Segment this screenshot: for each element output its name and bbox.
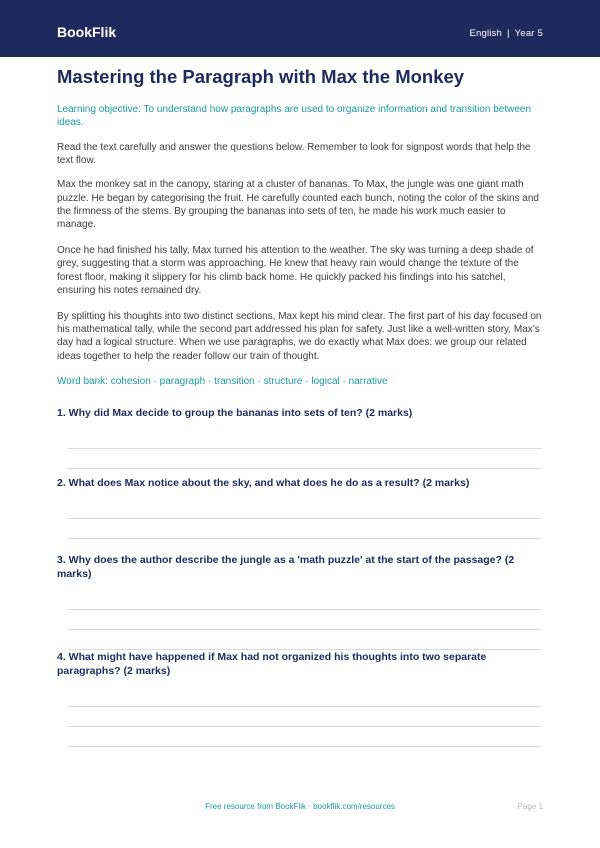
passage-paragraph-3: By splitting his thoughts into two distinct sections, Max kept his mind clear. The first part of his day focused on his mathematical tally, while the second part addressed his plan for safety. Just like a well-written story, Max’s day had a logical structure. When we use paragraphs, we do exactly what Max does: we group our related ideas together to help the reader follow our train of thought. xyxy=(57,311,542,362)
question-3: 3. Why does the author describe the jungle as a 'math puzzle' at the start of the passage? (2 marks) xyxy=(57,553,515,580)
word-bank: Word bank: cohesion · paragraph · transition · structure · logical · narrative xyxy=(57,375,388,387)
page-title: Mastering the Paragraph with Max the Monkey xyxy=(57,66,465,87)
footer-text[interactable]: Free resource from BookFlik · bookflik.com/resources xyxy=(205,802,395,811)
passage-paragraph-2: Once he had finished his tally, Max turned his attention to the weather. The sky was turning a deep shade of grey, suggesting that a storm was approaching. He knew that heavy rain would change the texture of the forest floor, making it slippery for his climb back home. He quickly packed his findings into his satchel, ensuring his notes remained dry. xyxy=(57,245,534,296)
answer-line[interactable] xyxy=(68,629,541,630)
learning-objective: Learning objective: To understand how paragraphs are used to organize information and transition between ideas. xyxy=(57,104,532,128)
brand-logo[interactable]: BookFlik xyxy=(57,24,117,40)
meta-separator: | xyxy=(507,28,510,39)
passage-paragraph-1: Max the monkey sat in the canopy, staring at a cluster of bananas. To Max, the jungle was one giant math puzzle. He began by categorising the fruit. He carefully counted each bunch, noting the color of the skins and the firmness of the stems. By grouping the bananas into sets of ten, he made his work much easier to manage. xyxy=(57,179,539,231)
answer-line[interactable] xyxy=(68,448,541,449)
question-2: 2. What does Max notice about the sky, and what does he do as a result? (2 marks) xyxy=(57,476,470,489)
header-bar xyxy=(0,0,600,57)
answer-lines-4 xyxy=(68,706,541,747)
answer-lines-2 xyxy=(68,518,541,539)
answer-line[interactable] xyxy=(68,538,541,539)
worksheet-content xyxy=(57,62,543,747)
page-number: Page 1 xyxy=(517,802,543,811)
answer-line[interactable] xyxy=(68,726,541,727)
answer-lines-3 xyxy=(68,609,541,650)
answer-lines-1 xyxy=(68,448,541,469)
answer-line[interactable] xyxy=(68,609,541,610)
answer-line[interactable] xyxy=(68,518,541,519)
answer-line[interactable] xyxy=(68,746,541,747)
subject-label: English xyxy=(469,28,502,39)
question-1: 1. Why did Max decide to group the bananas into sets of ten? (2 marks) xyxy=(57,406,413,419)
year-label: Year 5 xyxy=(514,28,543,39)
answer-line[interactable] xyxy=(68,468,541,469)
answer-line[interactable] xyxy=(68,706,541,707)
header-meta xyxy=(469,28,543,39)
instructions-text: Read the text carefully and answer the questions below. Remember to look for signpost words that help the text flow. xyxy=(57,142,531,167)
question-4: 4. What might have happened if Max had not organized his thoughts into two separate paragraphs? (2 marks) xyxy=(57,650,487,677)
